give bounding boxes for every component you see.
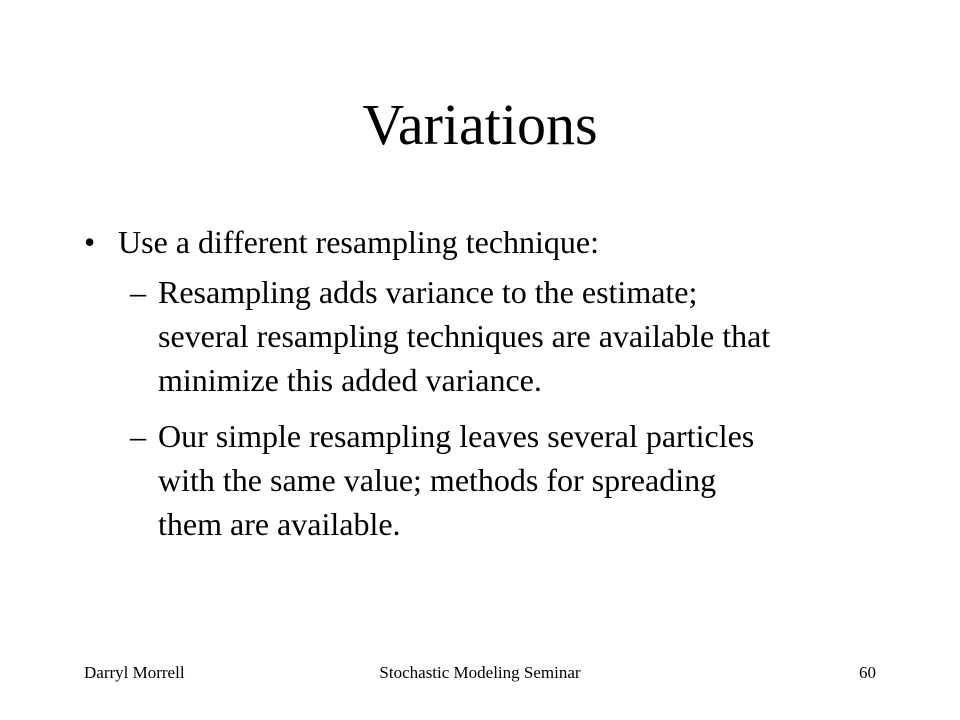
sub-bullet-1-line-1: Resampling adds variance to the estimate; <box>158 274 698 310</box>
dash-marker: – <box>130 274 146 310</box>
sub-bullet-2-line-2: with the same value; methods for spreading <box>158 462 717 498</box>
footer-seminar: Stochastic Modeling Seminar <box>379 663 581 682</box>
slide-title: Variations <box>362 92 598 157</box>
dash-marker: – <box>130 418 146 454</box>
sub-bullet-1-line-3: minimize this added variance. <box>158 362 542 398</box>
bullet-marker: • <box>84 224 96 260</box>
main-bullet-text: Use a different resampling technique: <box>118 224 600 260</box>
sub-bullet-2-line-3: them are available. <box>158 506 401 542</box>
sub-bullet-2-line-1: Our simple resampling leaves several particles <box>158 418 755 454</box>
footer-page-number: 60 <box>859 663 876 682</box>
sub-bullet-1-line-2: several resampling techniques are available that <box>158 318 771 354</box>
footer-author: Darryl Morrell <box>84 663 185 682</box>
